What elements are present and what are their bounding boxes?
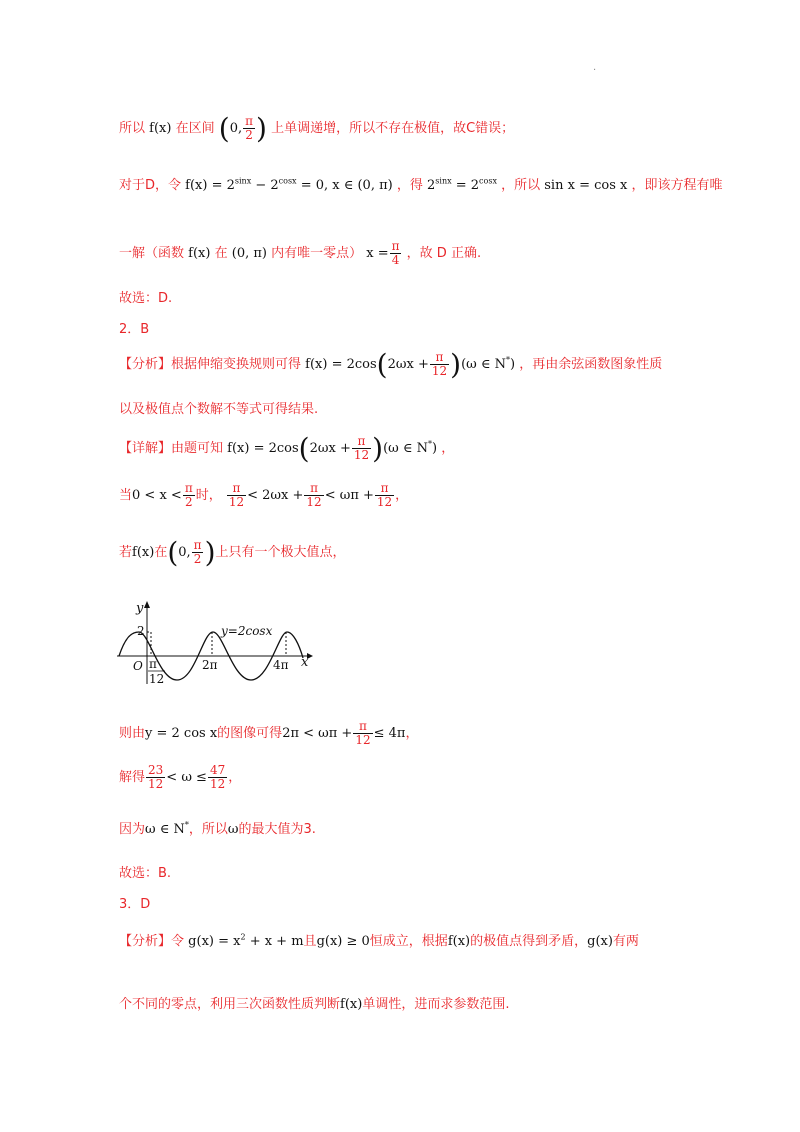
text: 的极值点得到矛盾， [470,934,588,949]
text: 个不同的零点，利用三次函数性质判断 [119,997,341,1012]
line-condition: 若f(x)在(0, $\frac{\pi}{2}$ )上只有一个极大值点， [119,536,346,569]
tick-pi-over-12-num: π [149,657,157,671]
x-axis-label: x [301,655,309,670]
math: 0, [229,121,243,136]
text: 恒成立，根据 [369,934,448,949]
math: 2π < ωπ + [282,726,353,741]
y-tick-2: 2 [137,624,145,638]
math: y = 2 cos x [145,726,218,741]
text: ， [228,770,242,785]
fraction: $\frac{\pi}{2}$ [193,538,202,566]
fraction: $\frac{\pi}{12}$ [228,481,245,509]
math-equation: sin x = cos x [544,178,628,193]
text: 单调性，进而求参数范围. [362,997,510,1012]
text: ，所以 [501,178,541,193]
fraction: $\frac{\pi}{4}$ [391,239,400,267]
corner-mark: . [593,62,597,73]
text: 一解（函数 [119,246,185,261]
text: 当 [119,488,133,503]
tag-analysis: 【分析】 [119,934,172,949]
paren-right: ) [255,112,267,145]
text: 因为 [119,822,146,837]
fraction: $\frac{\pi}{2}$ [184,481,193,509]
math-fx: f(x) [149,121,172,136]
text: 根据伸缩变换规则可得 [171,357,302,372]
math: f(x) [340,997,363,1012]
fraction: $\frac{23}{12}$ [148,763,164,791]
math: 2ωx + [309,441,351,456]
text: ， [405,726,419,741]
fraction: $\frac{\pi}{2}$ [245,114,253,142]
tag-detail: 【详解】 [119,441,172,456]
text: 的最大值为3. [238,822,316,837]
line-c-conclusion [119,112,514,145]
y-axis-arrow [144,601,150,608]
fraction: $\frac{\pi}{12}$ [353,434,370,462]
text: ，故 D 正确. [406,246,482,261]
math: 0 < x < [132,488,182,503]
tag-analysis: 【分析】 [119,357,172,372]
text: 在区间 [175,121,215,136]
line-range [119,482,408,509]
math: f(x) [447,934,471,949]
math-fx: f(x) [132,545,155,560]
text: 由题可知 [171,441,224,456]
text: 上单调递增，所以不存在极值，故C错误； [271,121,515,136]
math-equation: $2^{sinx} = 2^{cosx}$ [427,176,497,193]
text: ， [441,441,455,456]
text: 的图像可得 [217,726,283,741]
math-interval: (0, π) [231,246,267,261]
text: ，即该方程有唯 [631,178,723,193]
fraction: $\frac{\pi}{12}$ [355,719,371,747]
line-analysis-q3-cont [119,993,509,1012]
line-analysis-q2: 【分析】根据伸缩变换规则可得 f(x) = 2cos(2ωx + $\frac{\pi}{12}$ )(ω ∈ N*) ，再由余弦函数图象性质 [119,348,663,381]
text: 令 [171,934,185,949]
text: 在 [154,545,168,560]
cosine-graph [115,598,315,690]
math: x = [366,246,389,261]
answer-q1: 故选：D. [119,291,173,306]
math-fx: f(x) [188,246,211,261]
text: 则由 [119,726,146,741]
tick-2pi: 2π [202,658,218,672]
text: ， [395,488,409,503]
math: ≤ 4π [373,726,406,741]
line-max-omega [119,818,316,837]
math: ω ∈ N* [145,820,189,837]
text: 内有唯一零点） [271,246,363,261]
math: < 2ωx + [247,488,304,503]
math: $g(x) = x^2 + x + m$ [188,932,304,949]
answer-q2: 故选：B. [119,866,172,881]
math: f(x) = 2cos [227,441,299,456]
math: < ω ≤ [166,770,207,785]
math: 2ωx + [387,357,429,372]
line-unique-solution [119,240,481,267]
question-2-label: 2．B [119,322,150,337]
tick-4pi: 4π [273,658,289,672]
fraction: $\frac{\pi}{12}$ [431,350,448,378]
math: f(x) = 2cos [305,357,377,372]
text: 且 [303,934,317,949]
text: 时， [195,488,222,503]
line-analysis-q3 [119,930,639,949]
math-equation: $f(x) = 2^{sinx} - 2^{cosx} = 0$, x ∈ (0, π) [185,176,393,193]
text: ，得 [396,178,423,193]
math: (ω ∈ N*) [461,355,516,372]
text: 若 [119,545,133,560]
line-analysis-cont: 以及极值点个数解不等式可得结果. [119,402,319,417]
fraction: $\frac{\pi}{12}$ [306,481,322,509]
y-axis-label: y [136,601,144,616]
fraction: $\frac{47}{12}$ [209,763,226,791]
math: < ωπ + [324,488,374,503]
paren-left: ( [218,112,230,145]
line-solution [119,764,241,791]
text: 解得 [119,770,146,785]
text: 所以 [119,121,146,136]
text: ，再由余弦函数图象性质 [519,357,663,372]
math: (ω ∈ N*) [383,439,438,456]
fraction: $\frac{\pi}{12}$ [376,481,393,509]
text: 对于D，令 [119,178,182,193]
line-detail-q2: 【详解】由题可知 f(x) = 2cos(2ωx + $\frac{\pi}{12}$ )(ω ∈ N*) ， [119,432,455,465]
curve-label: y=2cosx [221,624,273,638]
math: g(x) [587,934,613,949]
tick-pi-over-12-den: 12 [149,672,165,686]
math: 0, [178,545,191,560]
text: 上只有一个极大值点， [215,545,346,560]
line-inequality [119,720,418,747]
math: g(x) ≥ 0 [316,934,370,949]
math: ω [227,822,239,837]
question-3-label: 3．D [119,897,151,912]
text: 有两 [612,934,639,949]
text: ，所以 [188,822,228,837]
text: 在 [214,246,228,261]
origin-label: O [133,659,143,673]
line-d-equation [119,174,723,193]
